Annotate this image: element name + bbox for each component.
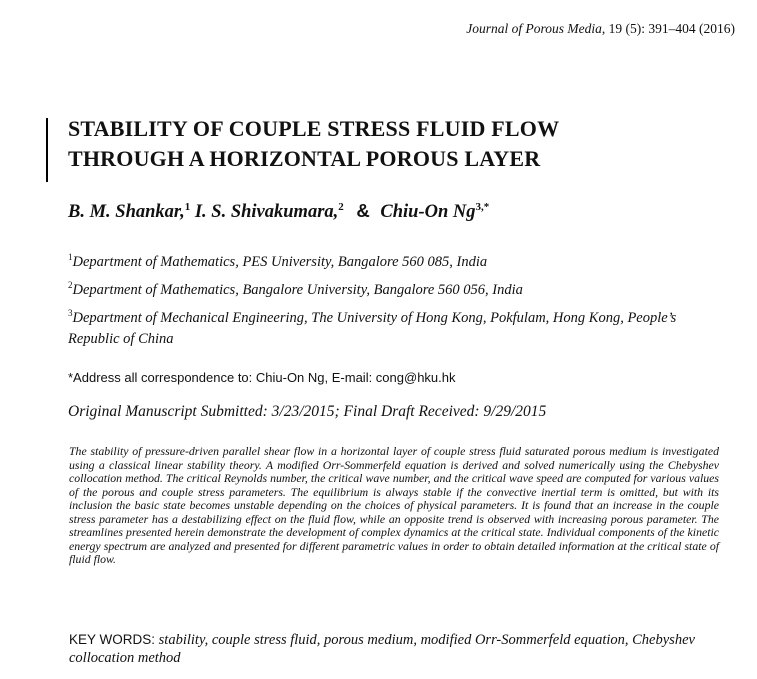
keywords: [69, 631, 719, 667]
affiliation-3-sup: 3: [68, 308, 73, 318]
author-2: I. S. Shivakumara,: [194, 202, 339, 222]
journal-name: Journal of Porous Media: [466, 21, 602, 36]
keywords-label: KEY WORDS:: [69, 632, 156, 647]
affiliation-2-sup: 2: [68, 280, 73, 290]
author-2-sup: 2: [338, 200, 344, 213]
author-list: [68, 200, 489, 223]
title-line-1: STABILITY OF COUPLE STRESS FLUID FLOW: [68, 116, 560, 141]
title-rule: [46, 118, 48, 182]
correspondence-note: *Address all correspondence to: Chiu-On Ng, E-mail: cong@hku.hk: [68, 370, 456, 385]
affiliation-1-sup: 1: [68, 252, 73, 262]
title-line-2: THROUGH A HORIZONTAL POROUS LAYER: [68, 146, 541, 171]
paper-title: [68, 114, 559, 174]
author-separator: &: [356, 200, 370, 221]
author-1: B. M. Shankar,: [68, 202, 185, 222]
affiliation-1-text: Department of Mathematics, PES University, Bangalore 560 085, India: [72, 253, 488, 270]
author-1-sup: 1: [184, 200, 191, 213]
affiliation-1: [68, 247, 728, 273]
journal-citation: [466, 21, 735, 37]
journal-volume-pages: , 19 (5): 391–404 (2016): [601, 21, 735, 36]
submission-dates: Original Manuscript Submitted: 3/23/2015; Final Draft Received: 9/29/2015: [68, 403, 547, 420]
affiliation-2: [68, 275, 728, 301]
author-3-sup: 3,*: [475, 200, 490, 213]
affiliation-2-text: Department of Mathematics, Bangalore University, Bangalore 560 056, India: [72, 281, 523, 298]
keywords-text: stability, couple stress fluid, porous medium, modified Orr-Sommerfeld equation, Chebyshev collocation method: [69, 632, 695, 666]
author-3: Chiu-On Ng: [380, 202, 476, 222]
affiliation-3: [68, 303, 723, 350]
affiliation-3-text: Department of Mechanical Engineering, The University of Hong Kong, Pokfulam, Hong Kong, People’s Republic of China: [68, 309, 677, 347]
abstract: The stability of pressure-driven parallel shear flow in a horizontal layer of couple stress fluid saturated porous medium is investigated using a classical linear stability theory. A modified Orr-Sommerfeld equation is derived and solved numerically using the Chebyshev collocation method. The critical Reynolds number, the critical wave number, and the critical wave speed are computed for various values of the porous and couple stress parameters. The equilibrium is always stable if the convective inertial term is omitted, but with its inclusion the basic state becomes unstable depending on the choices of physical parameters. It is found that an increase in the couple stress parameter has a destabilizing effect on the fluid flow, while an opposite trend is observed with increasing porous parameter. The streamlines presented herein demonstrate the development of complex dynamics at the critical state. Individual components of the kinetic energy spectrum are analyzed and presented for different parametric values in order to obtain detailed information at the critical state of fluid flow.: [69, 444, 719, 566]
